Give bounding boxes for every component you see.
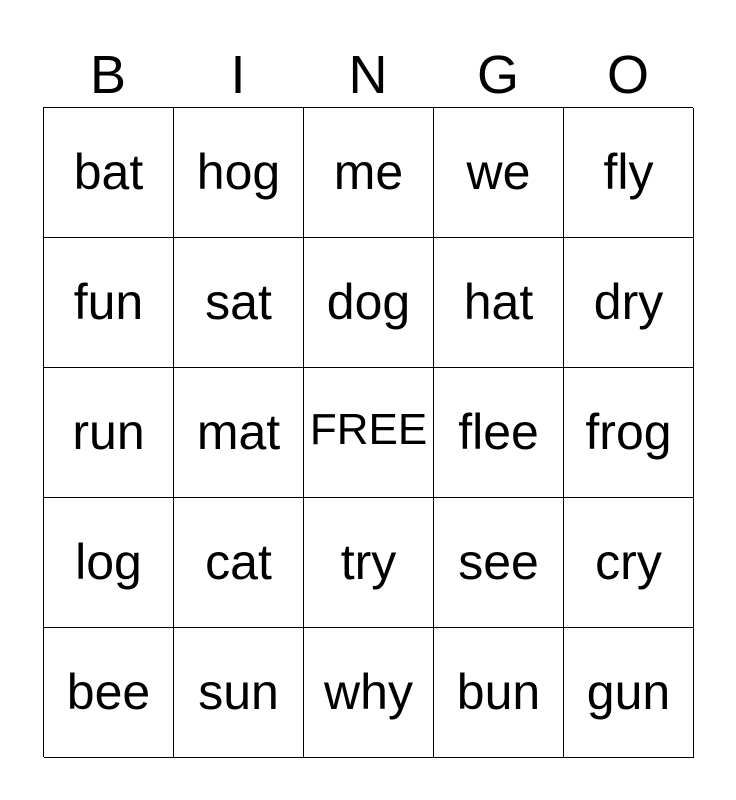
bingo-cell[interactable]: log <box>44 498 174 628</box>
bingo-board <box>43 107 693 757</box>
free-space-cell[interactable]: FREE <box>304 368 434 498</box>
bingo-cell[interactable]: sat <box>174 238 304 368</box>
bingo-cell[interactable]: sun <box>174 628 304 758</box>
header-letter-i: I <box>230 45 246 105</box>
bingo-cell[interactable]: fly <box>564 108 694 238</box>
bingo-cell[interactable]: dog <box>304 238 434 368</box>
bingo-cell[interactable]: bee <box>44 628 174 758</box>
bingo-cell[interactable]: why <box>304 628 434 758</box>
bingo-cell[interactable]: dry <box>564 238 694 368</box>
bingo-cell[interactable]: try <box>304 498 434 628</box>
bingo-cell[interactable]: see <box>434 498 564 628</box>
bingo-cell[interactable]: me <box>304 108 434 238</box>
bingo-cell[interactable]: flee <box>434 368 564 498</box>
header-letter-b: B <box>89 45 127 105</box>
bingo-cell[interactable]: gun <box>564 628 694 758</box>
bingo-cell[interactable]: frog <box>564 368 694 498</box>
bingo-cell[interactable]: fun <box>44 238 174 368</box>
bingo-cell[interactable]: mat <box>174 368 304 498</box>
bingo-cell[interactable]: run <box>44 368 174 498</box>
bingo-cell[interactable]: cat <box>174 498 304 628</box>
header-letter-g: G <box>476 45 519 105</box>
bingo-header <box>43 42 693 108</box>
bingo-cell[interactable]: we <box>434 108 564 238</box>
header-letter-n: N <box>348 45 388 105</box>
bingo-cell[interactable]: bat <box>44 108 174 238</box>
bingo-cell[interactable]: cry <box>564 498 694 628</box>
bingo-cell[interactable]: hog <box>174 108 304 238</box>
header-letter-o: O <box>606 45 649 105</box>
bingo-cell[interactable]: bun <box>434 628 564 758</box>
bingo-cell[interactable]: hat <box>434 238 564 368</box>
